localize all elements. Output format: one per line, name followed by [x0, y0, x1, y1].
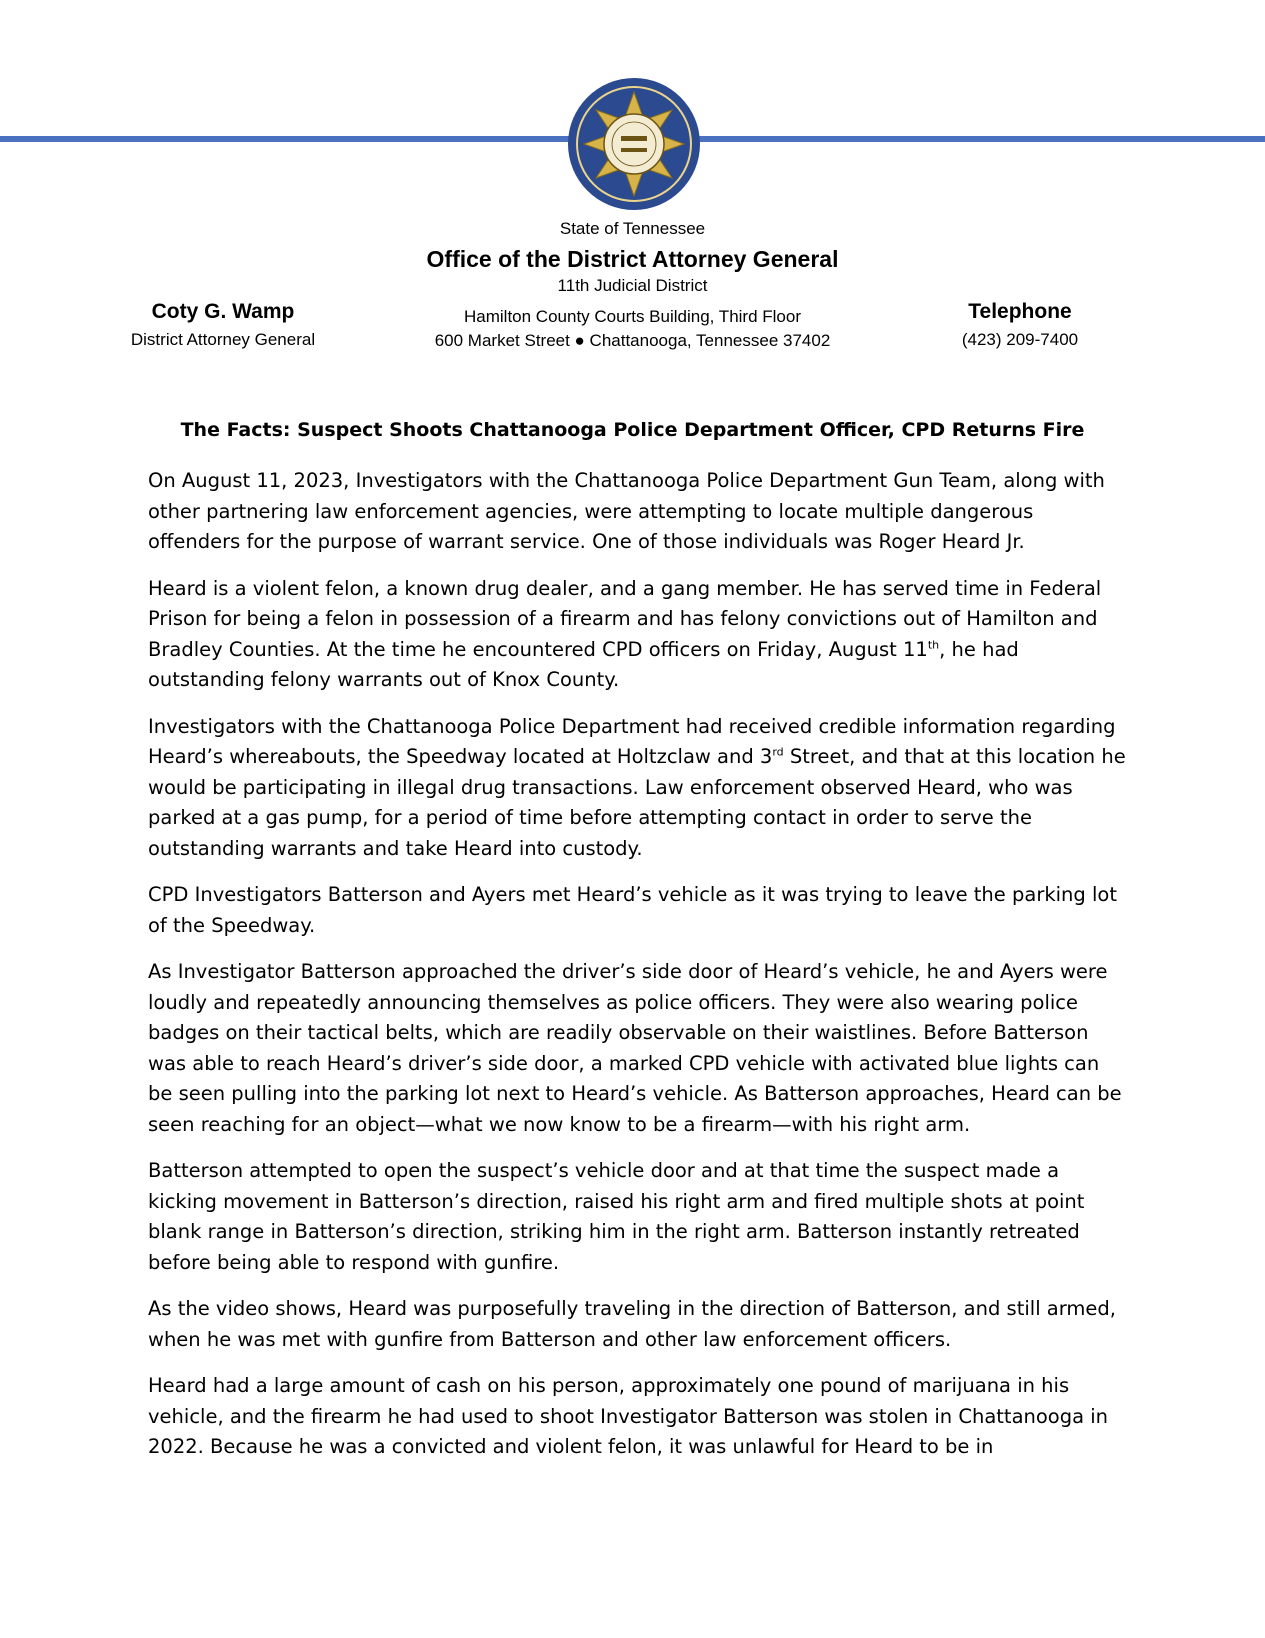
paragraph-2 — [148, 574, 1128, 696]
header-rule-right — [696, 136, 1265, 142]
paragraph-2-text-end: , he had outstanding felony warrants out of Knox County. — [148, 637, 1019, 691]
attorney-block — [123, 300, 323, 350]
paragraph-1: On August 11, 2023, Investigators with the Chattanooga Police Department Gun Team, along with other partnering law enforcement agencies, were attempting to locate multiple dangerous offenders for the purpose of warrant service. One of those individuals was Roger Heard Jr. — [148, 469, 1105, 553]
paragraph-4: CPD Investigators Batterson and Ayers met Heard’s vehicle as it was trying to leave the parking lot of the Speedway. — [148, 883, 1117, 937]
article-body — [148, 466, 1128, 1479]
paragraph-2-text: Heard is a violent felon, a known drug dealer, and a gang member. He has served time in Federal Prison for being a felon in possession of a firearm and has felony convictions out of Hamilton and Bradley Counties. At the time he encountered CPD officers on Friday, August 11 — [148, 576, 1102, 661]
address-line-2: 600 Market Street ● Chattanooga, Tennessee 37402 — [434, 331, 831, 350]
paragraph-3 — [148, 712, 1128, 865]
article-title: The Facts: Suspect Shoots Chattanooga Police Department Officer, CPD Returns Fire — [180, 419, 1085, 441]
paragraph-6: Batterson attempted to open the suspect’s vehicle door and at that time the suspect made a kicking movement in Batterson’s direction, raised his right arm and fired multiple shots at point blank range in Batterson’s direction, striking him in the right arm. Batterson instantly retreated before being able to respond with gunfire. — [148, 1159, 1085, 1274]
attorney-name: Coty G. Wamp — [151, 300, 295, 323]
paragraph-5: As Investigator Batterson approached the driver’s side door of Heard’s vehicle, he and Ayers were loudly and repeatedly announcing themselves as police officers. They were also wearing police badges on their tactical belts, which are readily observable on their waistlines. Before Batterson was able to reach Heard’s driver’s side door, a marked CPD vehicle with activated blue lights can be seen pulling into the parking lot next to Heard’s vehicle. As Batterson approaches, Heard can be seen reaching for an object—what we now know to be a firearm—with his right arm. — [148, 960, 1122, 1136]
office-title: Office of the District Attorney General — [426, 246, 839, 272]
header-rule-left — [0, 136, 570, 142]
paragraph-3-text-end: Street, and that at this location he would be participating in illegal drug transactions. Law enforcement observed Heard, who was parked at a gas pump, for a period of time before attempting contact in order to serve the outstanding warrants and take Heard into custody. — [148, 745, 1126, 860]
telephone-label: Telephone — [968, 300, 1072, 323]
paragraph-7: As the video shows, Heard was purposefully traveling in the direction of Batterson, and still armed, when he was met with gunfire from Batterson and other law enforcement officers. — [148, 1297, 1117, 1351]
district-attorney-seal-icon — [566, 76, 702, 212]
superscript-th: th — [927, 638, 940, 651]
attorney-title: District Attorney General — [130, 330, 316, 349]
superscript-rd: rd — [772, 745, 784, 759]
telephone-block — [950, 300, 1090, 350]
address-line-1: Hamilton County Courts Building, Third Floor — [464, 307, 801, 326]
paragraph-8: Heard had a large amount of cash on his person, approximately one pound of marijuana in his vehicle, and the firearm he had used to shoot Investigator Batterson was stolen in Chattanooga in 2022. Because he was a convicted and violent felon, it was unlawful for Heard to be in — [148, 1374, 1109, 1458]
state-name: State of Tennessee — [559, 219, 706, 238]
telephone-number: (423) 209-7400 — [961, 330, 1079, 349]
judicial-district: 11th Judicial District — [557, 276, 708, 295]
paragraph-3-text: Investigators with the Chattanooga Police Department had received credible information regarding Heard’s whereabouts, the Speedway located at Holtzclaw and 3 — [148, 714, 1116, 768]
